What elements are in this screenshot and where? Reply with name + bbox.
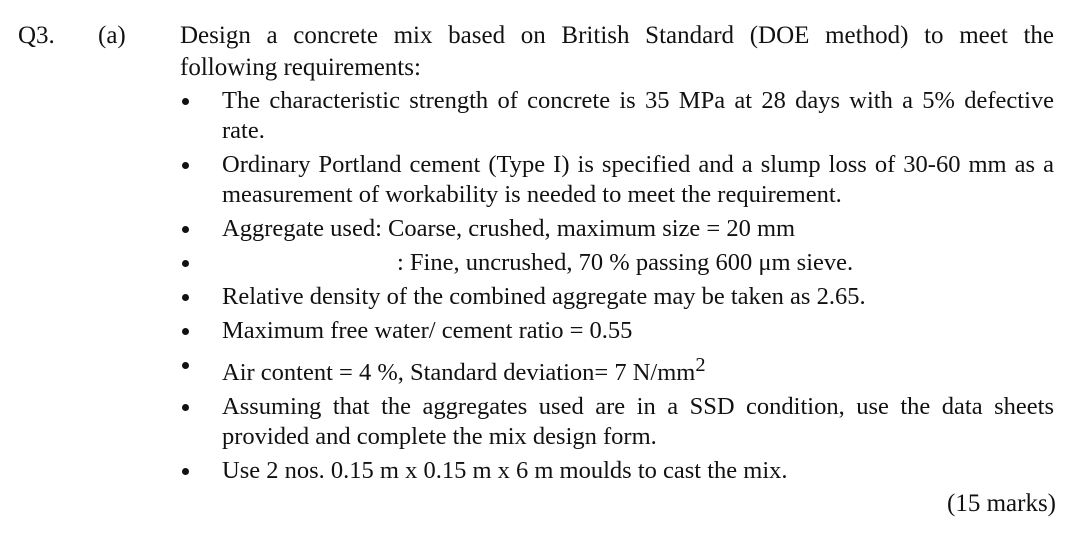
bullet-icon — [182, 294, 189, 301]
question-part-label: (a) — [98, 22, 126, 49]
requirement-cement — [180, 150, 1054, 210]
requirement-air-content — [180, 350, 1054, 388]
requirement-relative-density — [180, 282, 1054, 312]
requirement-strength — [180, 86, 1054, 146]
bullet-icon — [182, 226, 189, 233]
bullet-icon — [182, 404, 189, 411]
requirement-ssd-condition — [180, 392, 1054, 452]
requirement-text: The characteristic strength of concrete is 35 MPa at 28 days with a 5% defective rate. — [222, 87, 1054, 144]
bullet-icon — [182, 98, 189, 105]
bullet-icon — [182, 328, 189, 335]
marks-label: (15 marks) — [947, 490, 1056, 517]
intro-line-2: following requirements: — [180, 54, 421, 81]
bullet-icon — [182, 468, 189, 475]
requirement-water-cement-ratio — [180, 316, 1054, 346]
requirements-list — [180, 86, 1054, 490]
question-number: Q3. — [18, 22, 55, 49]
requirement-text: Assuming that the aggregates used are in a SSD condition, use the data sheets provided and complete the mix design form. — [222, 393, 1054, 451]
intro-line-1: Design a concrete mix based on British Standard (DOE method) to meet the — [180, 22, 1054, 49]
superscript: 2 — [695, 354, 706, 376]
question-intro — [180, 20, 1054, 84]
requirement-text: Use 2 nos. 0.15 m x 0.15 m x 6 m moulds to cast the mix. — [222, 457, 788, 485]
requirement-moulds — [180, 456, 1054, 486]
requirement-text: : Fine, uncrushed, 70 % passing 600 μm sieve. — [397, 249, 854, 276]
bullet-icon — [182, 162, 189, 169]
requirement-text: Maximum free water/ cement ratio = 0.55 — [222, 317, 633, 344]
requirement-text-main: Air content = 4 %, Standard deviation= 7 N/mm — [222, 359, 696, 387]
bullet-icon — [182, 362, 189, 369]
requirement-text: Ordinary Portland cement (Type I) is specified and a slump loss of 30-60 mm as a measurement of workability is needed to meet the requirement. — [222, 151, 1054, 208]
requirement-coarse-aggregate — [180, 214, 1054, 244]
requirement-fine-aggregate — [180, 248, 1054, 278]
bullet-icon — [182, 260, 189, 267]
requirement-text: Relative density of the combined aggregate may be taken as 2.65. — [222, 283, 866, 310]
requirement-text: Aggregate used: Coarse, crushed, maximum size = 20 mm — [222, 215, 796, 242]
requirement-text — [222, 350, 1054, 388]
